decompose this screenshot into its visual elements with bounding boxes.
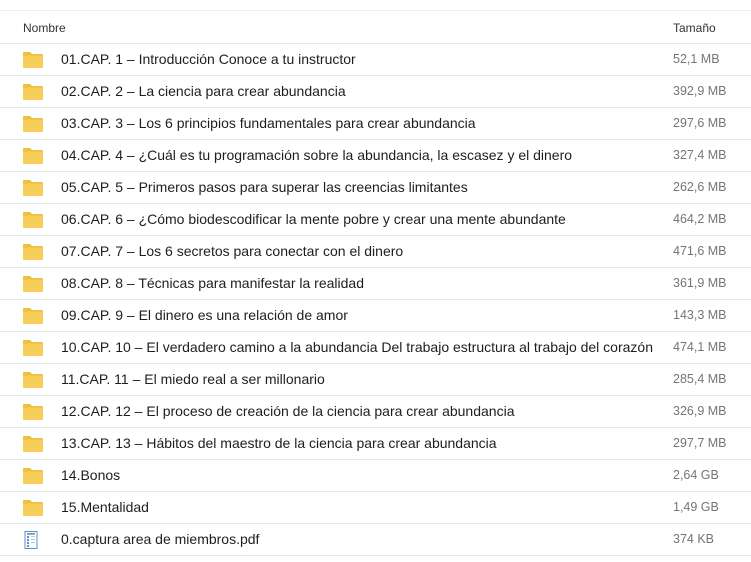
folder-icon xyxy=(22,243,44,261)
file-row[interactable] xyxy=(0,299,751,331)
file-size: 474,1 MB xyxy=(673,340,727,354)
file-name[interactable]: 04.CAP. 4 – ¿Cuál es tu programación sobre la abundancia, la escasez y el dinero xyxy=(61,147,573,163)
file-name[interactable]: 02.CAP. 2 – La ciencia para crear abundancia xyxy=(61,83,346,99)
folder-icon xyxy=(22,435,44,453)
file-size: 392,9 MB xyxy=(673,84,727,98)
file-size: 361,9 MB xyxy=(673,276,727,290)
folder-icon xyxy=(22,51,44,69)
folder-icon xyxy=(22,403,44,421)
file-size: 1,49 GB xyxy=(673,500,719,514)
file-size: 297,7 MB xyxy=(673,436,727,450)
file-row[interactable] xyxy=(0,331,751,363)
file-row[interactable] xyxy=(0,427,751,459)
folder-icon xyxy=(22,275,44,293)
file-row[interactable] xyxy=(0,267,751,299)
folder-icon xyxy=(22,467,44,485)
file-size: 285,4 MB xyxy=(673,372,727,386)
folder-icon xyxy=(22,179,44,197)
file-name[interactable]: 01.CAP. 1 – Introducción Conoce a tu instructor xyxy=(61,51,356,67)
folder-icon xyxy=(22,371,44,389)
file-row[interactable] xyxy=(0,107,751,139)
file-row[interactable] xyxy=(0,395,751,427)
file-name[interactable]: 13.CAP. 13 – Hábitos del maestro de la ciencia para crear abundancia xyxy=(61,435,497,451)
file-row[interactable] xyxy=(0,171,751,203)
folder-icon xyxy=(22,307,44,325)
file-size: 471,6 MB xyxy=(673,244,727,258)
folder-icon xyxy=(22,211,44,229)
file-name[interactable]: 12.CAP. 12 – El proceso de creación de la ciencia para crear abundancia xyxy=(61,403,515,419)
file-row[interactable] xyxy=(0,43,751,75)
file-size: 374 KB xyxy=(673,532,715,546)
file-row[interactable] xyxy=(0,523,751,556)
pdf-file-icon xyxy=(22,531,44,549)
file-size: 2,64 GB xyxy=(673,468,719,482)
file-size: 327,4 MB xyxy=(673,148,727,162)
file-name[interactable]: 05.CAP. 5 – Primeros pasos para superar las creencias limitantes xyxy=(61,179,468,195)
file-name[interactable]: 08.CAP. 8 – Técnicas para manifestar la realidad xyxy=(61,275,364,291)
file-row[interactable] xyxy=(0,459,751,491)
file-row[interactable] xyxy=(0,363,751,395)
size-column-header[interactable]: Tamaño xyxy=(673,21,716,35)
file-row[interactable] xyxy=(0,75,751,107)
file-rows xyxy=(0,43,751,556)
folder-icon xyxy=(22,499,44,517)
file-list-header xyxy=(0,10,751,45)
file-size: 52,1 MB xyxy=(673,52,720,66)
file-size: 143,3 MB xyxy=(673,308,727,322)
file-row[interactable] xyxy=(0,491,751,523)
file-name[interactable]: 15.Mentalidad xyxy=(61,499,149,515)
folder-icon xyxy=(22,83,44,101)
file-name[interactable]: 06.CAP. 6 – ¿Cómo biodescodificar la mente pobre y crear una mente abundante xyxy=(61,211,566,227)
file-name[interactable]: 03.CAP. 3 – Los 6 principios fundamentales para crear abundancia xyxy=(61,115,476,131)
file-size: 297,6 MB xyxy=(673,116,727,130)
file-name[interactable]: 14.Bonos xyxy=(61,467,121,483)
folder-icon xyxy=(22,115,44,133)
file-name[interactable]: 07.CAP. 7 – Los 6 secretos para conectar con el dinero xyxy=(61,243,404,259)
file-name[interactable]: 10.CAP. 10 – El verdadero camino a la abundancia Del trabajo estructura al trabajo del corazón xyxy=(61,339,653,355)
file-name[interactable]: 11.CAP. 11 – El miedo real a ser millonario xyxy=(61,371,325,387)
folder-icon xyxy=(22,339,44,357)
file-row[interactable] xyxy=(0,203,751,235)
file-row[interactable] xyxy=(0,235,751,267)
file-row[interactable] xyxy=(0,139,751,171)
file-size: 262,6 MB xyxy=(673,180,727,194)
file-size: 326,9 MB xyxy=(673,404,727,418)
file-size: 464,2 MB xyxy=(673,212,727,226)
folder-icon xyxy=(22,147,44,165)
file-name[interactable]: 09.CAP. 9 – El dinero es una relación de amor xyxy=(61,307,348,323)
name-column-header[interactable]: Nombre xyxy=(23,21,66,35)
file-name[interactable]: 0.captura area de miembros.pdf xyxy=(61,531,260,547)
